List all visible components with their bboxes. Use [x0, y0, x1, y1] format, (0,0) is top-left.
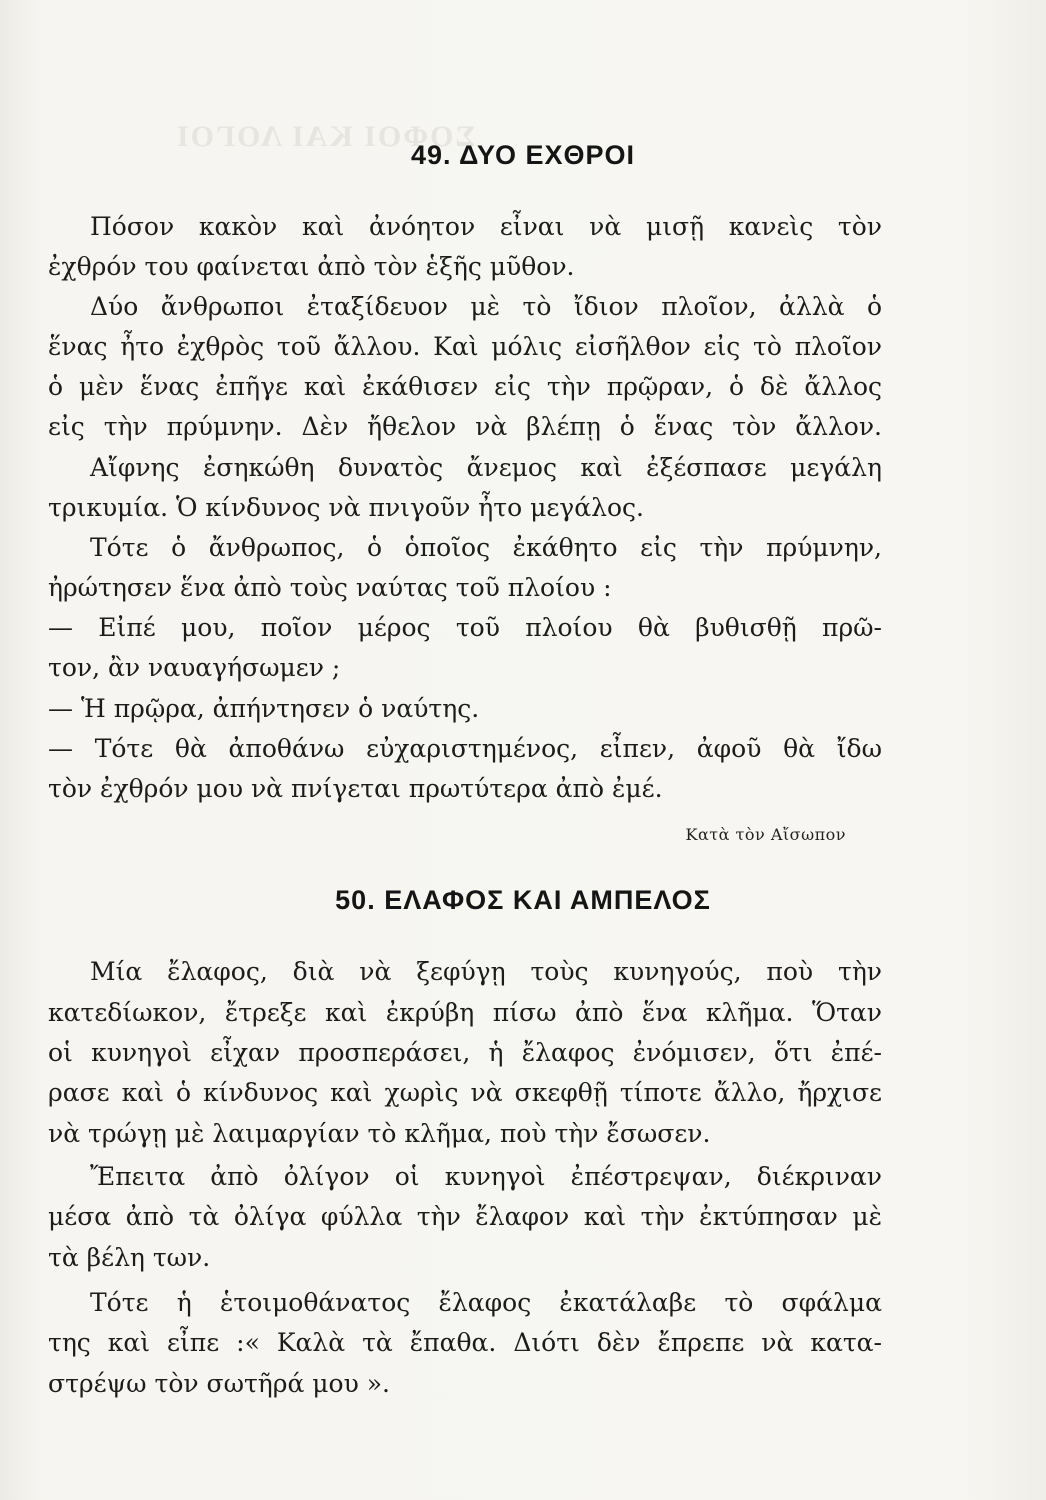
text-line: νὰ τρώγῃ μὲ λαιμαργίαν τὸ κλῆμα, ποὺ τὴν ἔσωσεν. — [48, 1119, 711, 1148]
text-line: Πόσον κακὸν καὶ ἀνόητον εἶναι νὰ μισῇ κανεὶς τὸν — [90, 212, 882, 241]
text-line: Μία ἔλαφος, διὰ νὰ ξεφύγῃ τοὺς κυνηγούς, ποὺ τὴν — [90, 957, 882, 986]
text-line: εἰς τὴν πρύμνην. Δὲν ἤθελον νὰ βλέπῃ ὁ ἕνας τὸν ἄλλον. — [48, 412, 882, 441]
text-line: ἠρώτησεν ἕνα ἀπὸ τοὺς ναύτας τοῦ πλοίου : — [48, 573, 612, 602]
fable-49-title: 49. ΔΥΟ ΕΧΘΡΟΙ — [410, 140, 635, 170]
fable-49-attribution: Κατὰ τὸν Αἴσωπον — [685, 825, 846, 844]
text-line: Ἔπειτα ἀπὸ ὀλίγον οἱ κυνηγοὶ ἐπέστρεψαν, διέκριναν — [90, 1162, 882, 1191]
text-line: Δύο ἄνθρωποι ἐταξίδευον μὲ τὸ ἴδιον πλοῖον, ἀλλὰ ὁ — [90, 292, 882, 321]
text-line: ὁ μὲν ἕνας ἐπῆγε καὶ ἐκάθισεν εἰς τὴν πρῷραν, ὁ δὲ ἄλλος — [48, 372, 882, 401]
text-line: τὰ βέλη των. — [48, 1243, 211, 1272]
text-line: μέσα ἀπὸ τὰ ὀλίγα φύλλα τὴν ἔλαφον καὶ τὴν ἐκτύπησαν μὲ — [48, 1202, 882, 1231]
text-line: της καὶ εἶπε :« Καλὰ τὰ ἔπαθα. Διότι δὲν ἔπρεπε νὰ κατα- — [48, 1328, 882, 1357]
text-line: στρέψω τὸν σωτῆρά μου ». — [48, 1369, 390, 1398]
text-line: οἱ κυνηγοὶ εἶχαν προσπεράσει, ἡ ἔλαφος ἐνόμισεν, ὅτι ἐπέ- — [48, 1038, 882, 1067]
text-line: Αἴφνης ἐσηκώθη δυνατὸς ἄνεμος καὶ ἐξέσπασε μεγάλη — [90, 453, 882, 482]
fable-50-title: 50. ΕΛΑΦΟΣ ΚΑΙ ΑΜΠΕΛΟΣ — [335, 885, 711, 915]
text-line: τὸν ἐχθρόν μου νὰ πνίγεται πρωτύτερα ἀπὸ ἐμέ. — [48, 774, 663, 803]
text-line: τρικυμία. Ὁ κίνδυνος νὰ πνιγοῦν ἦτο μεγάλος. — [48, 493, 644, 522]
text-line: Τότε ἡ ἑτοιμοθάνατος ἔλαφος ἐκατάλαβε τὸ σφάλμα — [90, 1288, 882, 1317]
text-line: ἐχθρόν του φαίνεται ἀπὸ τὸν ἑξῆς μῦθον. — [48, 252, 575, 281]
dialogue-line: — Τότε θὰ ἀποθάνω εὐχαριστημένος, εἶπεν, ἀφοῦ θὰ ἴδω — [48, 734, 882, 763]
dialogue-line: — Ἡ πρῷρα, ἀπήντησεν ὁ ναύτης. — [48, 694, 480, 723]
text-line: ρασε καὶ ὁ κίνδυνος καὶ χωρὶς νὰ σκεφθῇ τίποτε ἄλλο, ἤρχισε — [48, 1078, 882, 1107]
text-line: τον, ἂν ναυαγήσωμεν ; — [48, 653, 341, 682]
text-line: κατεδίωκον, ἔτρεξε καὶ ἐκρύβη πίσω ἀπὸ ἕνα κλῆμα. Ὅταν — [48, 998, 882, 1027]
text-line: ἕνας ἦτο ἐχθρὸς τοῦ ἄλλου. Καὶ μόλις εἰσῆλθον εἰς τὸ πλοῖον — [48, 332, 882, 361]
text-line: Τότε ὁ ἄνθρωπος, ὁ ὁποῖος ἐκάθητο εἰς τὴν πρύμνην, — [90, 533, 882, 562]
dialogue-line: — Εἰπέ μου, ποῖον μέρος τοῦ πλοίου θὰ βυθισθῇ πρῶ- — [48, 613, 882, 642]
bleed-through-decoration: ΣΟΦΟΙ ΚΑΙ ΛΟΓΟΙ — [175, 120, 476, 153]
